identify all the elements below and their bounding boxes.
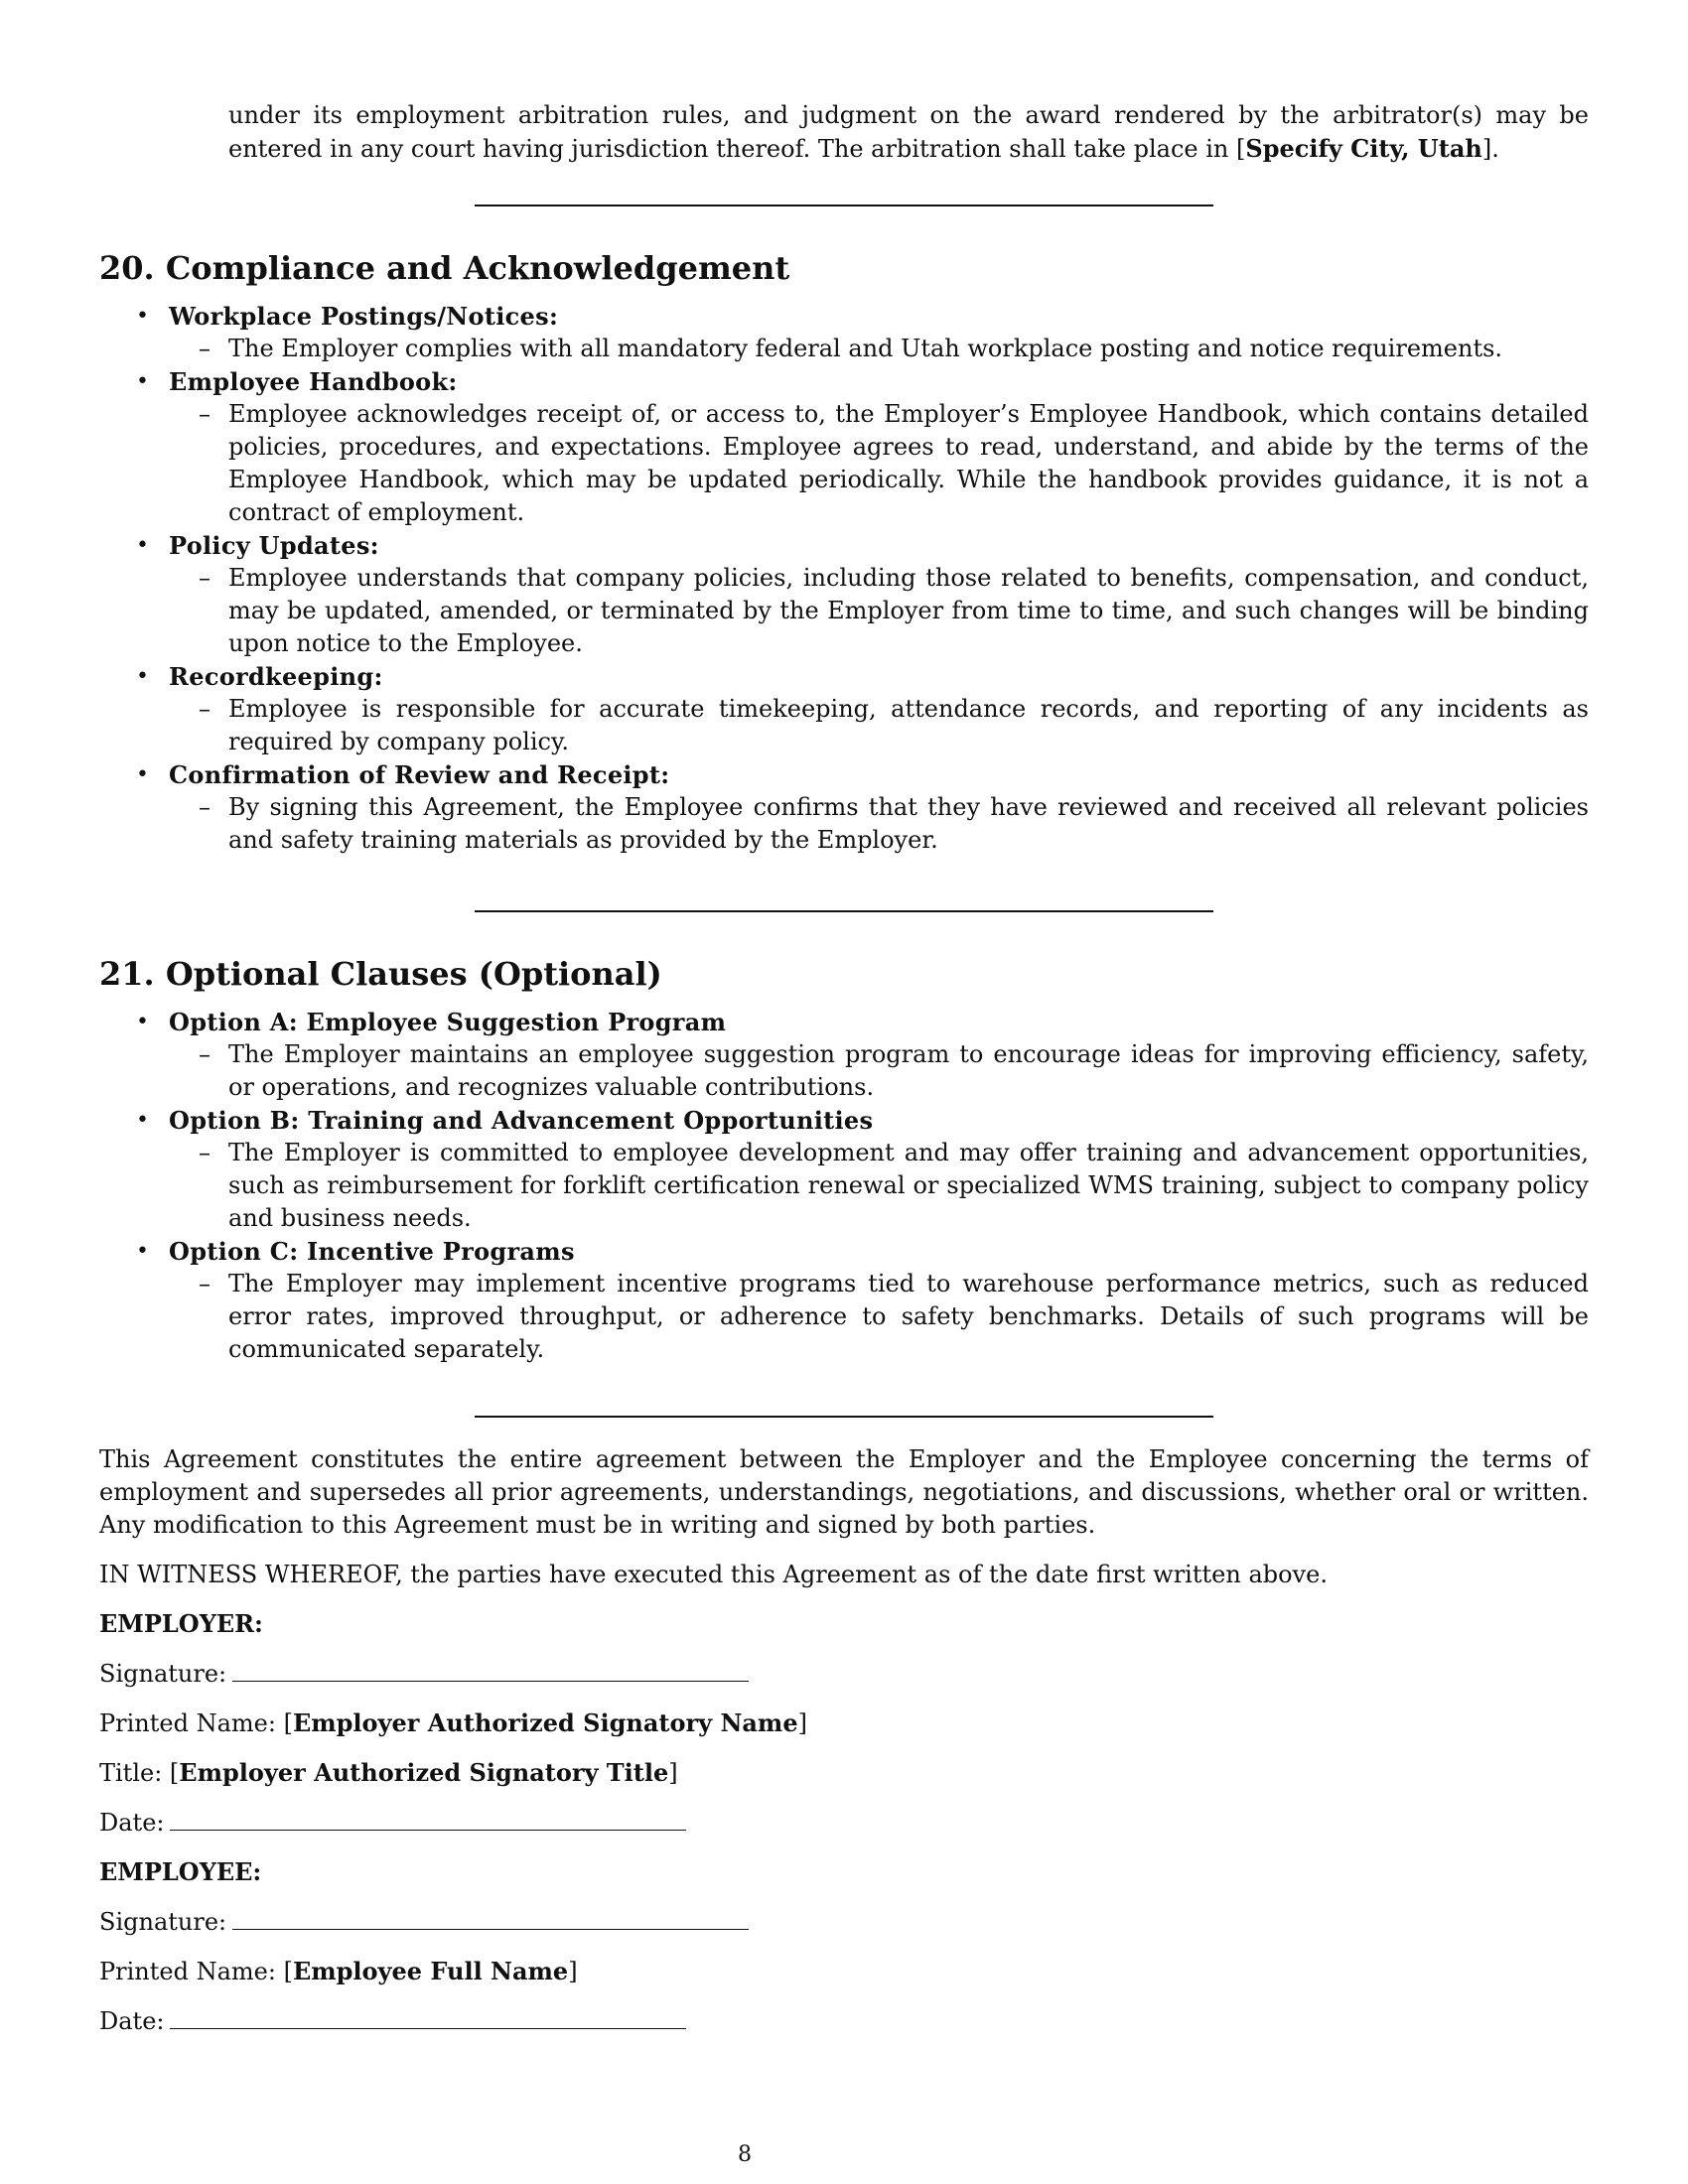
date-label: Date:	[99, 1809, 165, 1837]
section-20-list	[99, 300, 1589, 857]
employer-title-row: Title: [Employer Authorized Signatory Title]	[99, 1758, 678, 1787]
list-item	[99, 758, 1589, 857]
dash-icon: –	[199, 793, 211, 821]
dash-icon: –	[199, 335, 211, 362]
employer-printed-name-row: Printed Name: [Employer Authorized Signatory Name]	[99, 1708, 807, 1737]
item-text: The Employer complies with all mandatory federal and Utah workplace posting and notice requirements.	[228, 335, 1503, 362]
dash-icon: –	[199, 1040, 211, 1068]
item-description	[199, 562, 1589, 660]
list-item	[99, 660, 1589, 758]
document-page	[99, 0, 1589, 2184]
item-text: Employee acknowledges receipt of, or access to, the Employer’s Employee Handbook, which contains detailed policies, procedures, and expectations. Employee agrees to read, understand, and abide by the terms of the Employee Handbook, which may be updated periodically. While the handbook provides guidance, it is not a contract of employment.	[228, 400, 1589, 526]
employee-date-field[interactable]	[170, 2004, 686, 2029]
dash-icon: –	[199, 1270, 211, 1297]
arbitration-text: under its employment arbitration rules, and judgment on the award rendered by the arbitrator(s) may be entered in any court having jurisdiction thereof. The arbitration shall take place in	[228, 101, 1589, 163]
item-description	[199, 1137, 1589, 1235]
item-title: Option C: Incentive Programs	[169, 1237, 575, 1266]
section-21-heading: 21. Optional Clauses (Optional)	[99, 955, 662, 993]
item-description	[199, 1268, 1589, 1366]
item-text: The Employer may implement incentive programs tied to warehouse performance metrics, such as reduced error rates, improved throughput, or adherence to safety benchmarks. Details of such programs will be communicated separately.	[228, 1270, 1589, 1363]
item-description	[199, 1038, 1589, 1104]
dash-icon: –	[199, 1139, 211, 1166]
page-number: 8	[738, 2142, 752, 2167]
employer-title-value: Employer Authorized Signatory Title	[179, 1758, 669, 1787]
list-item	[99, 1006, 1589, 1104]
item-description	[199, 791, 1589, 857]
arbitration-paragraph-continuation: under its employment arbitration rules, and judgment on the award rendered by the arbitrator(s) may be entered in any court having jurisdiction thereof. The arbitration shall take place in [Specify City, Utah].	[228, 101, 1589, 163]
dash-icon: –	[199, 695, 211, 723]
item-text: By signing this Agreement, the Employee confirms that they have reviewed and received all relevant policies and safety training materials as provided by the Employer.	[228, 793, 1589, 854]
employer-date-row	[99, 1806, 686, 1840]
dash-icon: –	[199, 400, 211, 428]
item-description	[199, 693, 1589, 758]
bullet-icon: •	[136, 664, 149, 689]
item-text: Employee is responsible for accurate timekeeping, attendance records, and reporting of any incidents as required by company policy.	[228, 695, 1589, 755]
employee-signature-row	[99, 1905, 749, 1939]
section-20-heading: 20. Compliance and Acknowledgement	[99, 249, 790, 287]
employee-signature-field[interactable]	[232, 1905, 749, 1930]
list-item	[99, 529, 1589, 660]
bullet-icon: •	[136, 533, 149, 558]
employer-heading: EMPLOYER:	[99, 1609, 263, 1638]
item-description	[199, 398, 1589, 529]
section-divider	[475, 1416, 1213, 1418]
item-title: Recordkeeping:	[169, 662, 383, 691]
item-title: Policy Updates:	[169, 531, 379, 560]
bullet-icon: •	[136, 1108, 149, 1133]
bullet-icon: •	[136, 304, 149, 329]
section-divider	[475, 205, 1213, 206]
employee-heading: EMPLOYEE:	[99, 1857, 262, 1886]
section-21-list	[99, 1006, 1589, 1366]
item-title: Confirmation of Review and Receipt:	[169, 760, 670, 789]
printed-name-label: Printed Name:	[99, 1958, 276, 1985]
item-text: Employee understands that company policies, including those related to benefits, compensation, and conduct, may be updated, amended, or terminated by the Employer from time to time, and such changes will be binding upon notice to the Employee.	[228, 564, 1589, 657]
item-title: Employee Handbook:	[169, 367, 458, 396]
bullet-icon: •	[136, 762, 149, 787]
entire-agreement-paragraph: This Agreement constitutes the entire agreement between the Employer and the Employee concerning the terms of employment and supersedes all prior agreements, understandings, negotiations, and discussions, whether oral or written. Any modification to this Agreement must be in writing and signed by both parties.	[99, 1445, 1589, 1539]
signature-label: Signature:	[99, 1908, 227, 1936]
list-item	[99, 1235, 1589, 1366]
printed-name-label: Printed Name:	[99, 1709, 276, 1737]
list-item	[99, 1104, 1589, 1235]
item-title: Option B: Training and Advancement Opportunities	[169, 1106, 874, 1135]
employee-printed-name-value: Employee Full Name	[292, 1957, 569, 1985]
dash-icon: –	[199, 564, 211, 592]
list-item	[99, 365, 1589, 529]
item-title: Workplace Postings/Notices:	[169, 302, 559, 331]
item-text: The Employer maintains an employee suggestion program to encourage ideas for improving efficiency, safety, or operations, and recognizes valuable contributions.	[228, 1040, 1589, 1101]
title-label: Title:	[99, 1759, 163, 1787]
employee-printed-name-row: Printed Name: [Employee Full Name]	[99, 1957, 578, 1985]
item-description	[199, 333, 1589, 365]
item-text: The Employer is committed to employee development and may offer training and advancement opportunities, such as reimbursement for forklift certification renewal or specialized WMS training, subject to company policy and business needs.	[228, 1139, 1589, 1232]
employer-signature-row	[99, 1657, 749, 1691]
witness-paragraph: IN WITNESS WHEREOF, the parties have executed this Agreement as of the date first written above.	[99, 1561, 1328, 1588]
employee-date-row	[99, 2004, 686, 2038]
bullet-icon: •	[136, 369, 149, 394]
employer-printed-name-value: Employer Authorized Signatory Name	[292, 1708, 798, 1737]
item-title: Option A: Employee Suggestion Program	[169, 1008, 727, 1036]
bullet-icon: •	[136, 1239, 149, 1264]
signature-label: Signature:	[99, 1660, 227, 1688]
employer-signature-field[interactable]	[232, 1657, 749, 1682]
bullet-icon: •	[136, 1010, 149, 1034]
date-label: Date:	[99, 2007, 165, 2035]
arbitration-location: Specify City, Utah	[1245, 134, 1482, 163]
section-divider	[475, 910, 1213, 912]
list-item	[99, 300, 1589, 365]
employer-date-field[interactable]	[170, 1806, 686, 1831]
